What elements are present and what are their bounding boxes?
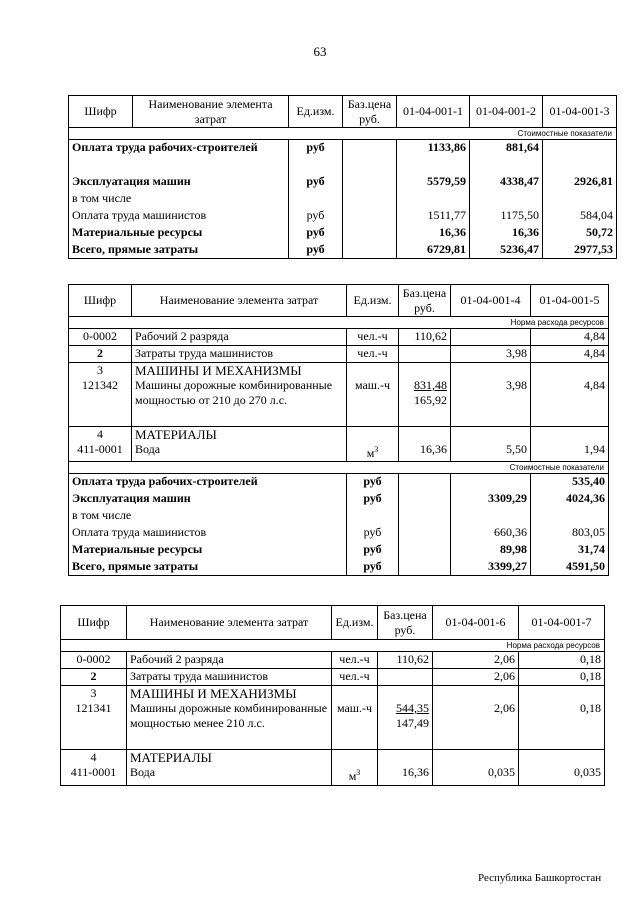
row-unit: руб <box>347 542 399 559</box>
row-unit: руб <box>347 525 399 542</box>
row-price <box>343 208 397 225</box>
row-name: Всего, прямые затраты <box>69 559 347 576</box>
row-price <box>343 140 397 174</box>
row-value-2: 535,40 <box>531 474 609 491</box>
row-unit: $м^3$ <box>332 750 378 786</box>
row-value-1 <box>451 474 531 491</box>
row-value-2: 881,64 <box>470 140 543 174</box>
row-code: 411-0001 <box>77 442 123 456</box>
table-row <box>61 686 605 750</box>
row-value-2: 31,74 <box>531 542 609 559</box>
table-row <box>69 208 617 225</box>
row-value-1: 1133,86 <box>397 140 470 174</box>
row-value-1: 0,035 <box>433 750 519 786</box>
rates-table-3 <box>60 605 605 786</box>
header-col3: 01-04-001-3 <box>543 96 617 128</box>
row-price: 16,36 <box>399 427 451 462</box>
row-value-2: 0,035 <box>519 750 605 786</box>
row-unit: чел.-ч <box>332 652 378 669</box>
row-value-1: 3,98 <box>451 346 531 363</box>
row-name: Оплата труда машинистов <box>69 208 289 225</box>
row-value-1: 2,06 <box>433 669 519 686</box>
header-unit: Ед.изм. <box>332 606 378 640</box>
row-value-1: 5579,59 <box>397 174 470 191</box>
row-value-2: 803,05 <box>531 525 609 542</box>
row-code: 411-0001 <box>70 765 117 779</box>
row-price <box>399 508 451 525</box>
rates-table-1 <box>68 95 617 259</box>
header-price: Баз.цена руб. <box>399 285 451 317</box>
table-row <box>69 508 609 525</box>
row-value-2: 4591,50 <box>531 559 609 576</box>
header-unit: Ед.изм. <box>289 96 343 128</box>
row-value-1: 2,06 <box>433 686 519 750</box>
row-value-2: 1,94 <box>531 427 609 462</box>
table-row <box>69 427 609 462</box>
row-name: Вода <box>135 442 161 456</box>
row-value-1: 660,36 <box>451 525 531 542</box>
row-name: Затраты труда машинистов <box>132 346 347 363</box>
row-value-2: 4,84 <box>531 329 609 346</box>
row-code: 2 <box>61 669 127 686</box>
table-row <box>69 140 617 174</box>
row-name: Эксплуатация машин <box>69 174 289 191</box>
row-value-1: 3309,29 <box>451 491 531 508</box>
row-value-1: 16,36 <box>397 225 470 242</box>
row-name: Затраты труда машинистов <box>127 669 332 686</box>
row-price <box>399 346 451 363</box>
row-value-2: 0,18 <box>519 669 605 686</box>
row-unit: маш.-ч <box>347 363 399 427</box>
row-value-2: 4024,36 <box>531 491 609 508</box>
table-row <box>69 542 609 559</box>
row-name: Материальные ресурсы <box>69 542 347 559</box>
row-price <box>399 525 451 542</box>
page-number: 63 <box>313 44 327 59</box>
row-value-2: 0,18 <box>519 686 605 750</box>
section-cost-label: Стоимостные показатели <box>69 128 617 140</box>
row-unit: $м^3$ <box>347 427 399 462</box>
row-unit: маш.-ч <box>332 686 378 750</box>
group-title: МАШИНЫ И МЕХАНИЗМЫ <box>130 686 297 701</box>
row-price-machinist: 165,92 <box>414 393 447 407</box>
row-unit: руб <box>289 140 343 174</box>
header-name: Наименование элемента затрат <box>132 285 347 317</box>
row-value-3 <box>543 191 617 208</box>
header-code: Шифр <box>69 285 132 317</box>
row-value-2: 4,84 <box>531 363 609 427</box>
row-value-1: 3399,27 <box>451 559 531 576</box>
row-number: 4 <box>97 427 103 441</box>
row-price: 110,62 <box>399 329 451 346</box>
row-name: в том числе <box>69 508 347 525</box>
header-price: Баз.цена руб. <box>378 606 433 640</box>
section-cost-label: Стоимостные показатели <box>69 462 609 474</box>
header-col2: 01-04-001-2 <box>470 96 543 128</box>
header-col1: 01-04-001-6 <box>433 606 519 640</box>
row-value-1: 89,98 <box>451 542 531 559</box>
header-unit: Ед.изм. <box>347 285 399 317</box>
row-unit: чел.-ч <box>347 329 399 346</box>
header-name: Наименование элемента затрат <box>133 96 289 128</box>
row-name: Всего, прямые затраты <box>69 242 289 259</box>
row-value-3: 2926,81 <box>543 174 617 191</box>
row-unit: руб <box>347 559 399 576</box>
row-code: 0-0002 <box>69 329 132 346</box>
table-row <box>69 242 617 259</box>
row-name: Эксплуатация машин <box>69 491 347 508</box>
table-row <box>69 525 609 542</box>
row-unit <box>289 191 343 208</box>
row-price <box>399 542 451 559</box>
row-name: Материальные ресурсы <box>69 225 289 242</box>
row-name: Машины дорожные комбинированные мощностью от 210 до 270 л.с. <box>135 378 333 407</box>
row-value-1 <box>451 329 531 346</box>
row-price <box>343 242 397 259</box>
table-row <box>61 652 605 669</box>
row-unit <box>347 508 399 525</box>
row-value-2: 4338,47 <box>470 174 543 191</box>
row-unit: руб <box>347 474 399 491</box>
row-unit: руб <box>347 491 399 508</box>
header-col2: 01-04-001-5 <box>531 285 609 317</box>
row-price <box>399 491 451 508</box>
row-price: 16,36 <box>378 750 433 786</box>
group-title: МАШИНЫ И МЕХАНИЗМЫ <box>135 363 302 378</box>
row-value-1 <box>451 508 531 525</box>
row-value-2: 16,36 <box>470 225 543 242</box>
row-price <box>343 191 397 208</box>
table-row <box>61 669 605 686</box>
row-price: 544,35 <box>396 701 429 715</box>
table-row <box>69 363 609 427</box>
section-norm-label: Норма расхода ресурсов <box>61 640 605 652</box>
row-price: 831,48 <box>414 378 447 392</box>
row-price <box>399 559 451 576</box>
row-value-1: 6729,81 <box>397 242 470 259</box>
row-unit: руб <box>289 242 343 259</box>
table-row <box>69 491 609 508</box>
row-value-2: 5236,47 <box>470 242 543 259</box>
row-price <box>378 669 433 686</box>
row-name: Машины дорожные комбинированные мощностью менее 210 л.с. <box>130 701 328 730</box>
table-row <box>69 174 617 191</box>
header-price: Баз.цена руб. <box>343 96 397 128</box>
row-unit: руб <box>289 208 343 225</box>
table-row <box>69 346 609 363</box>
row-value-1: 5,50 <box>451 427 531 462</box>
header-name: Наименование элемента затрат <box>127 606 332 640</box>
row-name: Оплата труда рабочих-строителей <box>69 140 289 174</box>
row-price: 110,62 <box>378 652 433 669</box>
row-value-1: 3,98 <box>451 363 531 427</box>
group-title: МАТЕРИАЛЫ <box>135 427 217 442</box>
table-row <box>69 225 617 242</box>
row-code: 0-0002 <box>61 652 127 669</box>
row-code: 2 <box>69 346 132 363</box>
section-norm-label: Норма расхода ресурсов <box>69 317 609 329</box>
header-col2: 01-04-001-7 <box>519 606 605 640</box>
row-value-2: 1175,50 <box>470 208 543 225</box>
group-title: МАТЕРИАЛЫ <box>130 750 212 765</box>
row-unit: чел.-ч <box>347 346 399 363</box>
row-number: 3 <box>97 363 103 377</box>
row-code: 121342 <box>82 378 118 392</box>
header-col1: 01-04-001-4 <box>451 285 531 317</box>
row-number: 3 <box>90 686 97 700</box>
row-name: Вода <box>130 765 156 779</box>
header-col1: 01-04-001-1 <box>397 96 470 128</box>
row-value-1: 2,06 <box>433 652 519 669</box>
header-code: Шифр <box>69 96 133 128</box>
row-unit: чел.-ч <box>332 669 378 686</box>
row-name: Рабочий 2 разряда <box>127 652 332 669</box>
rates-table-2 <box>68 284 609 576</box>
row-value-3 <box>543 140 617 174</box>
row-unit: руб <box>289 225 343 242</box>
header-code: Шифр <box>61 606 127 640</box>
row-value-2 <box>470 191 543 208</box>
row-unit: руб <box>289 174 343 191</box>
row-name: Оплата труда машинистов <box>69 525 347 542</box>
row-price-machinist: 147,49 <box>396 716 429 730</box>
table-row <box>69 329 609 346</box>
row-code: 121341 <box>75 701 112 715</box>
table-row <box>61 750 605 786</box>
footer-region: Республика Башкортостан <box>478 872 602 884</box>
row-price <box>343 225 397 242</box>
row-number: 4 <box>90 750 97 764</box>
row-value-3: 2977,53 <box>543 242 617 259</box>
row-value-2: 0,18 <box>519 652 605 669</box>
row-value-1: 1511,77 <box>397 208 470 225</box>
row-value-3: 50,72 <box>543 225 617 242</box>
row-value-1 <box>397 191 470 208</box>
row-value-2 <box>531 508 609 525</box>
row-name: Рабочий 2 разряда <box>132 329 347 346</box>
row-name: Оплата труда рабочих-строителей <box>69 474 347 491</box>
row-price <box>343 174 397 191</box>
row-price <box>399 474 451 491</box>
row-value-3: 584,04 <box>543 208 617 225</box>
table-row <box>69 474 609 491</box>
table-row <box>69 559 609 576</box>
row-value-2: 4,84 <box>531 346 609 363</box>
row-name: в том числе <box>69 191 289 208</box>
table-row <box>69 191 617 208</box>
